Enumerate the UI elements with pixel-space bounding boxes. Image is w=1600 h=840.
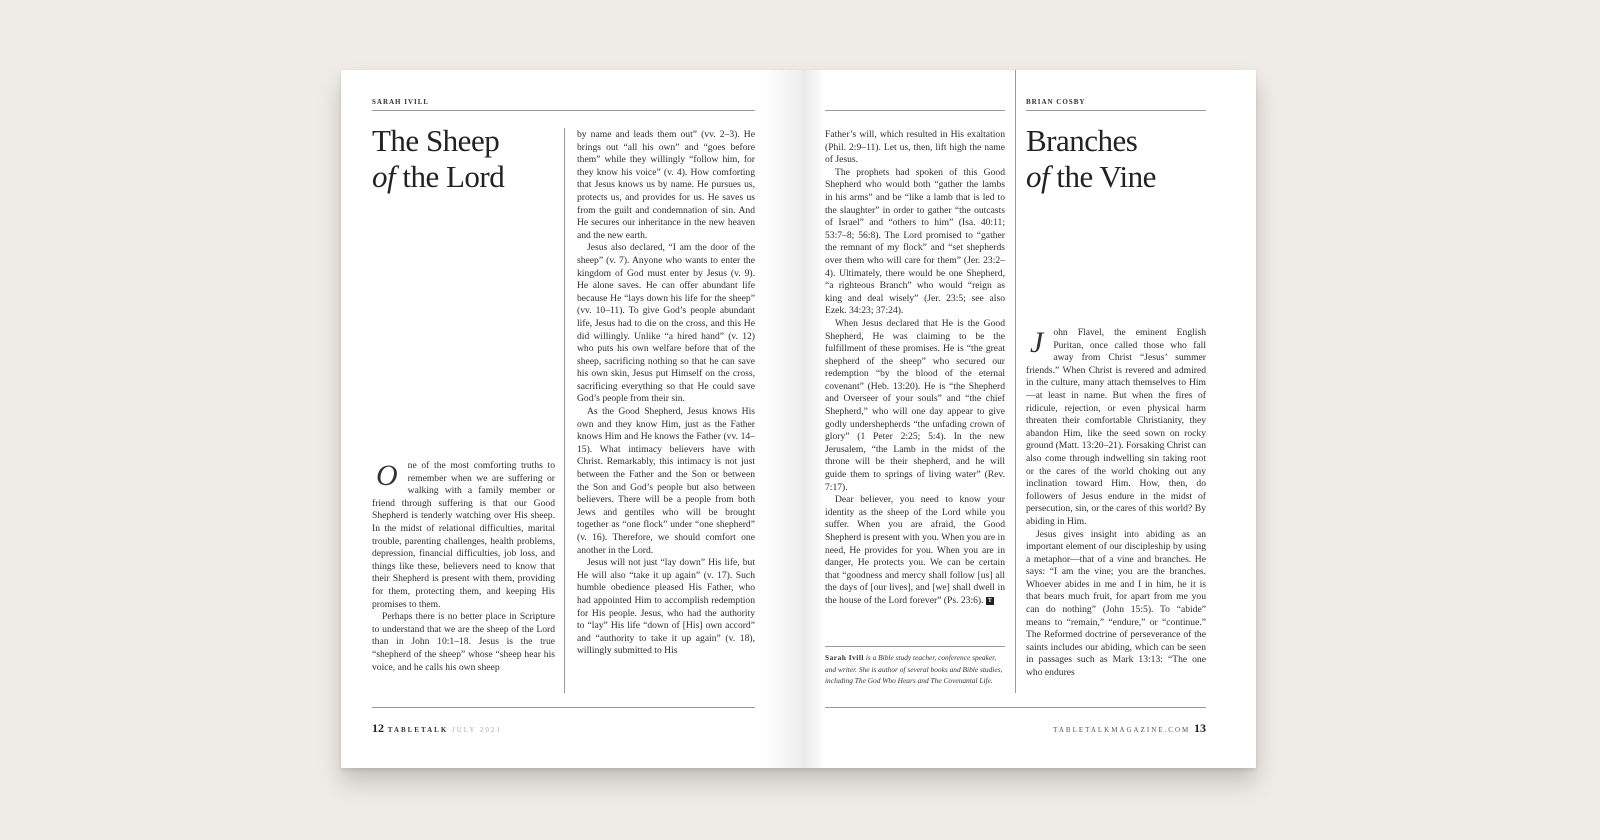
left-col2-paragraph-3: As the Good Shepherd, Jesus knows His own and they know Him, just as the Father knows Him and He knows the Father (vv. 14–15). What intimacy believers have with Christ. Remarkably, this intimacy is not just between the Father and the Son or between the Son and God’s people but also between believers. There will be a people from both Jews and gentiles who will be brought together as “one flock” under “one shepherd” (v. 16). Therefore, we should comfort one another in the Lord. [577, 406, 755, 556]
left-col2-paragraph-1: by name and leads them out” (vv. 2–3). He brings out “all his own” and “goes before them” while they willingly “follow him, for they know his voice” (v. 4). How comforting that Jesus knows us by name. He pursues us, protects us, and provides for us. He saves us from the guilt and condemnation of sin. And He secures our inheritance in the new heaven and the new earth. [577, 129, 755, 241]
right-col2-p1-text: ohn Flavel, the eminent English Puritan, once called those who fall away from Christ “Jesus’ summer friends.” When Christ is revered and admired in the culture, many attach themselves to Him—at least in name. But when the fires of ridicule, rejection, or even physical harm threaten their comfortable Christianity, they abandon Him, like the seed sown on rocky ground (Matt. 13:20–21). Forsaking Christ can also come through indwelling sin taking root or the cares of the world choking out any inclination toward Him. How, then, do followers of Jesus endure in the midst of persecution, sin, or the cares of this world? By abiding in Him. [1026, 327, 1206, 527]
right-footer-rule [825, 707, 1206, 708]
magazine-spread [341, 70, 1256, 768]
right-column-2 [1026, 327, 1206, 697]
right-col1-paragraph-2: The prophets had spoken of this Good Shepherd who would both “gather the lambs in his arms” and be “like a lamb that is led to the slaughter” in order to gather “the outcasts of Israel” and “others to him” (Isa. 40:11; 53:7–8; 56:8). The Lord promised to “gather the remnant of my flock” and “set shepherds over them who will care for them” (Jer. 23:2–4). Ultimately, there would be one Shepherd, “a righteous Branch” who would “reign as king and deal wisely” (Jer. 23:5; see also Ezek. 34:23; 37:24). [825, 166, 1005, 317]
right-column-1 [825, 129, 1005, 633]
left-page-number: 12 [372, 721, 384, 735]
left-page [341, 70, 802, 768]
left-header-rule [372, 110, 755, 111]
left-folio-magazine: TABLETALK [387, 726, 449, 734]
left-col1-paragraph-1 [372, 460, 555, 611]
right-article-title [1026, 123, 1156, 195]
left-col2-paragraph-4: Jesus will not just “lay down” His life, but He will also “take it up again” (v. 17). Such humble obedience pleased His Father, who had appointed Him to accomplish redemption for His people. Jesus, who had the authority to “lay” His life “down of [His] own accord” and “authority to take it up again” (v. 18), willingly submitted to His [577, 557, 755, 657]
right-header-rule [1026, 110, 1206, 111]
right-col2-paragraph-2: Jesus gives insight into abiding as an important element of our discipleship by using a metaphor—that of a vine and branches. He says: “I am the vine; you are the branches. Whoever abides in me and I in him, he it is that bears much fruit, for apart from me you can do nothing” (John 15:5). To “abide” means to “remain,” “endure,” or “continue.” The Reformed doctrine of perseverance of the saints includes our abiding, which can be seen in passages such as Mark 13:13: “The one who endures [1026, 528, 1206, 679]
left-title-of: of [372, 159, 396, 194]
right-title-rest: the Vine [1049, 159, 1156, 194]
left-folio [372, 721, 502, 736]
left-column-divider [564, 128, 565, 693]
left-col2-paragraph-2: Jesus also declared, “I am the door of the sheep” (v. 7). Anyone who wants to enter the kingdom of God must enter by Jesus (v. 9). He alone saves. He can offer abundant life because He “lays down his life for the sheep” (vv. 10–11). To give God’s people abundant life, Jesus had to die on the cross, and this He did willingly. Unlike “a hired hand” (v. 12) who puts his own welfare before that of the sheep, sacrificing nothing so that he can save his own skin, Jesus put Himself on the cross, sacrificing everything so that He could save God’s people from their sin. [577, 242, 755, 405]
right-folio-site: TABLETALKMAGAZINE.COM [1053, 726, 1191, 734]
right-byline: BRIAN COSBY [1026, 98, 1086, 106]
left-title-line1: The Sheep [372, 123, 500, 158]
left-col1-p1-text: ne of the most comforting truths to remember when we are suffering or walking with a family member or friend through suffering is that our Good Shepherd is tenderly watching over His sheep. In the midst of relational difficulties, marital trouble, parenting challenges, health problems, depression, financial difficulties, job loss, and things like these, believers need to know that their Shepherd is present with them, providing for them, protecting them, and keeping His promises to them. [372, 460, 555, 610]
right-col1-header-rule [825, 110, 1005, 111]
left-dropcap: O [376, 460, 398, 492]
left-byline: SARAH IVILL [372, 98, 430, 106]
right-column-divider [1015, 70, 1016, 693]
right-title-line2 [1026, 159, 1156, 195]
right-dropcap: J [1030, 327, 1044, 359]
right-col1-paragraph-3: When Jesus declared that He is the Good Shepherd, He was claiming to be the fulfillment of these promises. He is “the great shepherd of the sheep” who secured our redemption “by the blood of the eternal covenant” (Heb. 13:20). He is “the Shepherd and Overseer of your souls” and “the chief Shepherd,” who will one day appear to give godly undershepherds “the unfading crown of glory” (1 Peter 2:25; 5:4). In the new Jerusalem, “the Lamb in the midst of the throne will be their shepherd, and he will guide them to springs of living water” (Rev. 7:17). [825, 317, 1005, 493]
author-bio [825, 652, 1007, 687]
bio-author-name: Sarah Ivill [825, 653, 864, 662]
left-article-title [372, 123, 504, 195]
left-footer-rule [372, 707, 755, 708]
left-column-1 [372, 460, 555, 698]
right-folio [1053, 721, 1206, 736]
right-col1-paragraph-1: Father’s will, which resulted in His exaltation (Phil. 2:9–11). Let us, then, lift high the name of Jesus. [825, 129, 1005, 166]
left-column-2 [577, 129, 755, 697]
right-col1-p4-text: Dear believer, you need to know your identity as the sheep of the Lord while you suffer. When you are afraid, the Good Shepherd is present with you. When you are in need, He provides for you. When you are in danger, He protects you. We can be certain that “goodness and mercy shall follow [us] all the days of [our lives], and [we] shall dwell in the house of the Lord forever” (Ps. 23:6). [825, 494, 1005, 606]
right-title-line1: Branches [1026, 123, 1138, 158]
right-title-of: of [1026, 159, 1050, 194]
left-title-line2 [372, 159, 504, 195]
bio-rule [825, 646, 1005, 647]
right-page [802, 70, 1256, 768]
left-col1-paragraph-2: Perhaps there is no better place in Scripture to understand that we are the sheep of the Lord than in John 10:1–18. Jesus is the true “shepherd of the sheep” whose “sheep hear his voice, and he calls his own sheep [372, 611, 555, 673]
left-title-rest: the Lord [395, 159, 505, 194]
right-page-number: 13 [1194, 721, 1206, 735]
right-col1-paragraph-4 [825, 494, 1005, 607]
end-mark-icon: T [987, 597, 992, 604]
bio-text: is a Bible study teacher, conference speaker, and writer. She is author of several books and Bible studies, including The God Who Hears and The Covenantal Life. [825, 653, 1003, 685]
left-folio-date: JULY 2021 [452, 726, 502, 734]
right-col2-paragraph-1 [1026, 327, 1206, 529]
